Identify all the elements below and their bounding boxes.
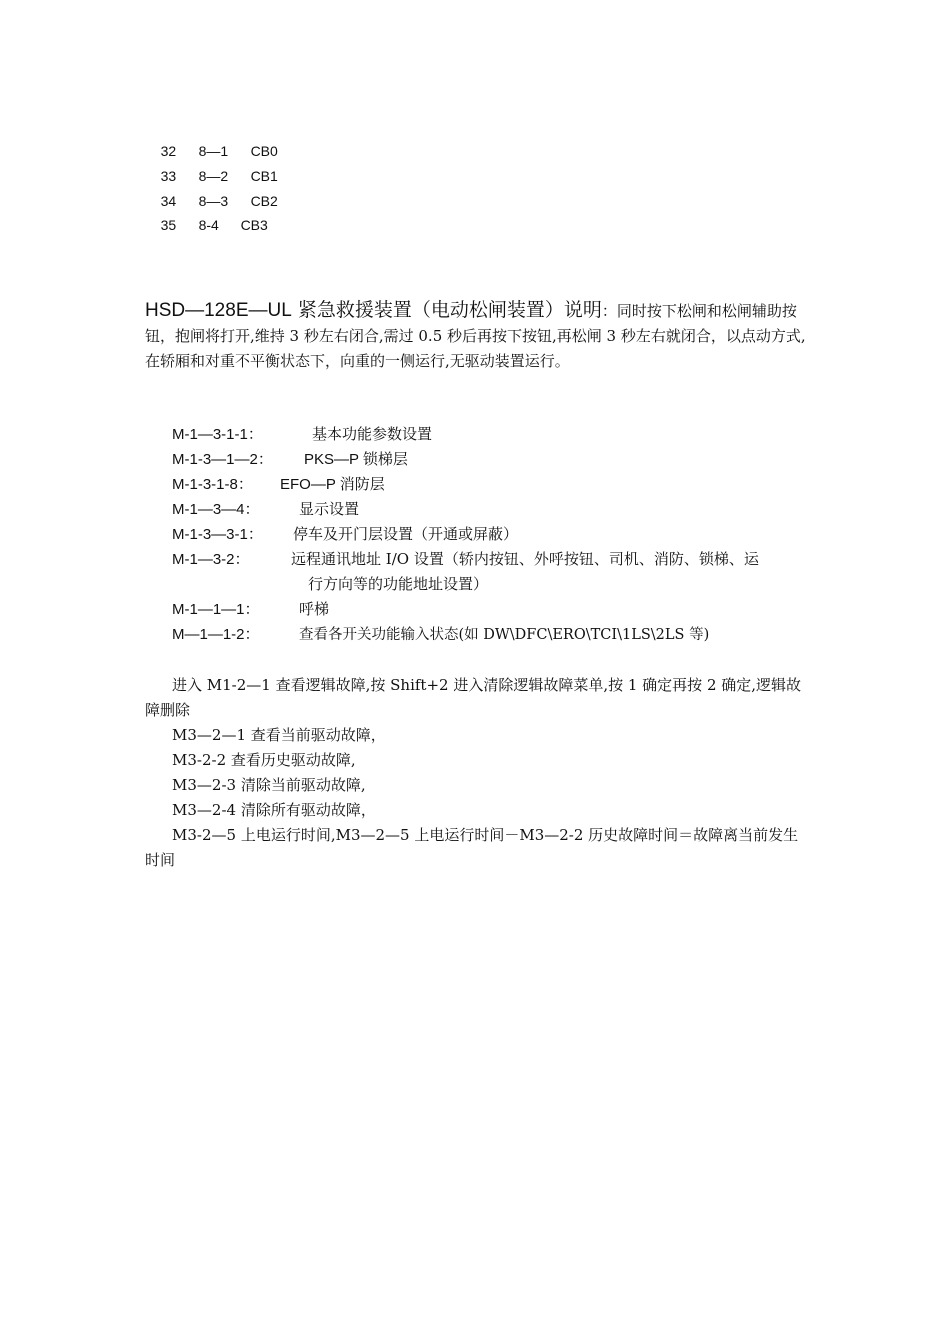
drive-fault-item: M3—2-4 清除所有驱动故障， [172, 801, 376, 819]
code-number: 35 [160, 217, 177, 233]
runtime-paragraph: M3-2—5 上电运行时间,M3—2—5 上电运行时间－M3—2-2 历史故障时间＝故障离当前发生时间 [145, 826, 799, 869]
code-number: 32 [160, 143, 177, 159]
menu-item [172, 622, 709, 648]
code-number: 34 [160, 193, 177, 209]
menu-code: M-1-3—3-1： [172, 526, 263, 543]
menu-code: M-1—3-1-1： [172, 426, 263, 443]
menu-item [172, 472, 385, 497]
menu-code: M-1—1—1： [172, 601, 260, 618]
menu-item [172, 597, 329, 622]
rescue-device-description [145, 298, 815, 374]
menu-code: M-1—3—4： [172, 501, 260, 518]
logic-fault-paragraph: 进入 M1-2—1 查看逻辑故障,按 Shift+2 进入清除逻辑故障菜单,按 1 确定再按 2 确定,逻辑故障删除 [145, 676, 802, 719]
drive-fault-item: M3—2—1 查看当前驱动故障， [172, 726, 386, 744]
menu-code: M-1—3-2： [172, 551, 250, 568]
menu-description: 呼梯 [299, 600, 330, 618]
code-pin: 8—3 [198, 193, 229, 209]
menu-description: PKS—P 锁梯层 [304, 451, 408, 468]
menu-code: M-1-3-1-8： [172, 476, 253, 493]
code-pin: 8-4 [198, 217, 219, 233]
drive-fault-item: M3-2-2 查看历史驱动故障, [172, 751, 356, 769]
code-label: CB2 [250, 193, 278, 209]
menu-description: 基本功能参数设置 [312, 425, 433, 443]
menu-description: 行方向等的功能地址设置） [308, 575, 489, 593]
menu-description: EFO—P 消防层 [280, 476, 385, 493]
code-number: 33 [160, 168, 177, 184]
code-row [145, 201, 268, 249]
menu-item [172, 547, 759, 572]
menu-description: 显示设置 [299, 500, 360, 518]
model-name: HSD—128E—UL [145, 300, 292, 321]
section-title: 紧急救援装置（电动松闸装置）说明 [291, 299, 602, 321]
code-pin: 8—2 [198, 168, 229, 184]
code-label: CB0 [250, 143, 278, 159]
code-label: CB1 [250, 168, 278, 184]
menu-description: 停车及开门层设置（开通或屏蔽） [293, 525, 519, 543]
drive-fault-item: M3—2-3 清除当前驱动故障, [172, 776, 366, 794]
menu-code: M—1—1-2： [172, 626, 260, 643]
menu-description: 查看各开关功能输入状态(如 DW\DFC\ERO\TCI\1LS\2LS 等) [299, 627, 710, 643]
menu-item-continuation [308, 572, 488, 597]
description-text: ：同时按下松闸和松闸辅助按钮，抱闸将打开,维持 3 秒左右闭合,需过 0.5 秒后再按下按钮,再松闸 3 秒左右就闭合，以点动方式,在轿厢和对重不平衡状态下，向重的一侧运行,无驱动装置运行。 [145, 302, 806, 370]
menu-item [172, 447, 408, 472]
code-label: CB3 [240, 217, 268, 233]
code-pin: 8—1 [198, 143, 229, 159]
menu-code: M-1-3—1—2： [172, 451, 273, 468]
menu-item [172, 522, 518, 547]
menu-description: 远程通讯地址 I/O 设置（轿内按钮、外呼按钮、司机、消防、锁梯、运 [291, 550, 759, 568]
menu-item [172, 422, 432, 447]
menu-item [172, 497, 359, 522]
